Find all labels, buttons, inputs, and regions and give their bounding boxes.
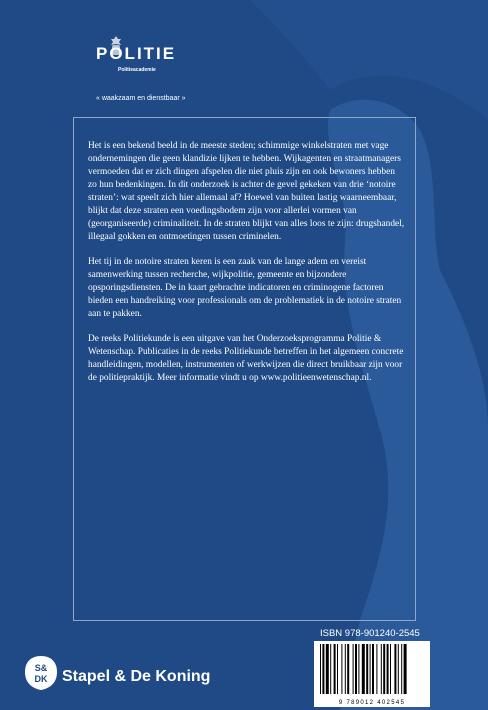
barcode-bar (330, 644, 331, 694)
barcode-digits: 9 789012 402545 (338, 700, 406, 706)
barcode-bar (358, 644, 359, 694)
publisher-logo-icon (25, 656, 57, 690)
svg-text:DK: DK (34, 674, 48, 684)
barcode-bars (314, 641, 430, 699)
motto: « waakzaam en dienstbaar » (96, 95, 186, 102)
barcode-bar (322, 644, 324, 694)
barcode-bar (404, 644, 407, 694)
barcode-bar (381, 644, 382, 694)
logo-wordmark: POLITIE (96, 44, 177, 63)
barcode-bar (394, 644, 396, 694)
barcode (314, 641, 430, 707)
barcode-bar (401, 644, 402, 694)
barcode-bar (376, 644, 377, 694)
barcode-bar (353, 644, 354, 694)
paragraph-3: De reeks Politiekunde is een uitgave van het Onderzoeksprogramma Politie & Wetenschap. Publicaties in de reeks Politiekunde betreffen in het algemeen concrete handleidingen, modellen, instrumenten of werkwijzen die direct bruikbaar zijn voor de politiepraktijk. Meer informatie vindt u op www.politieenwetenschap.nl. (88, 334, 404, 383)
barcode-bar (337, 644, 338, 694)
isbn-label: ISBN 978-901240-2545 (320, 628, 420, 639)
publisher-name: Stapel & De Koning (62, 668, 211, 685)
svg-text:S&: S& (34, 663, 48, 673)
barcode-bar (372, 644, 374, 694)
barcode-bar (387, 644, 389, 694)
barcode-bar (341, 644, 342, 694)
barcode-bar (355, 644, 357, 694)
logo-subtitle: Politieacademie (118, 67, 156, 73)
back-cover-blurb (88, 140, 406, 397)
barcode-bar (398, 644, 399, 694)
barcode-bar (362, 644, 365, 694)
barcode-bar (366, 644, 368, 694)
paragraph-2: Het tij in de notoire straten keren is een zaak van de lange adem en vereist samenwerking tussen recherche, wijkpolitie, gemeente en bijzondere opsporingsdiensten. De in kaart gebrachte indicatoren en criminogene factoren bieden een handreiking voor professionals om de problematiek in de notoire straten aan te pakken. (88, 257, 402, 319)
barcode-bar (334, 644, 336, 694)
politie-logo (96, 36, 206, 81)
barcode-bar (347, 644, 349, 694)
paragraph-1: Het is een bekend beeld in de meeste steden; schimmige winkelstraten met vage ondernemingen die geen klandizie lijken te hebben. Wijkagenten en straatmanagers vermoeden dat er zich dingen afspelen die niet pluis zijn en ook bewoners hebben zo hun bedenkingen. In dit onderzoek is achter de gevel gekeken van drie ‘notoire straten’: wat speelt zich hier allemaal af? Hoewel van buiten lastig waarneembaar, blijkt dat deze straten een voedingsbodem zijn voor allerlei vormen van (georganiseerde) criminaliteit. In de straten blijkt van alles loos te zijn: drugshandel, illegaal gokken en ontmoetingen tussen criminelen. (88, 141, 405, 242)
barcode-bar (326, 644, 329, 694)
barcode-bar (383, 644, 385, 694)
barcode-bar (320, 644, 321, 694)
barcode-bar (370, 644, 371, 694)
barcode-bar (390, 644, 391, 694)
barcode-bar (345, 644, 346, 694)
